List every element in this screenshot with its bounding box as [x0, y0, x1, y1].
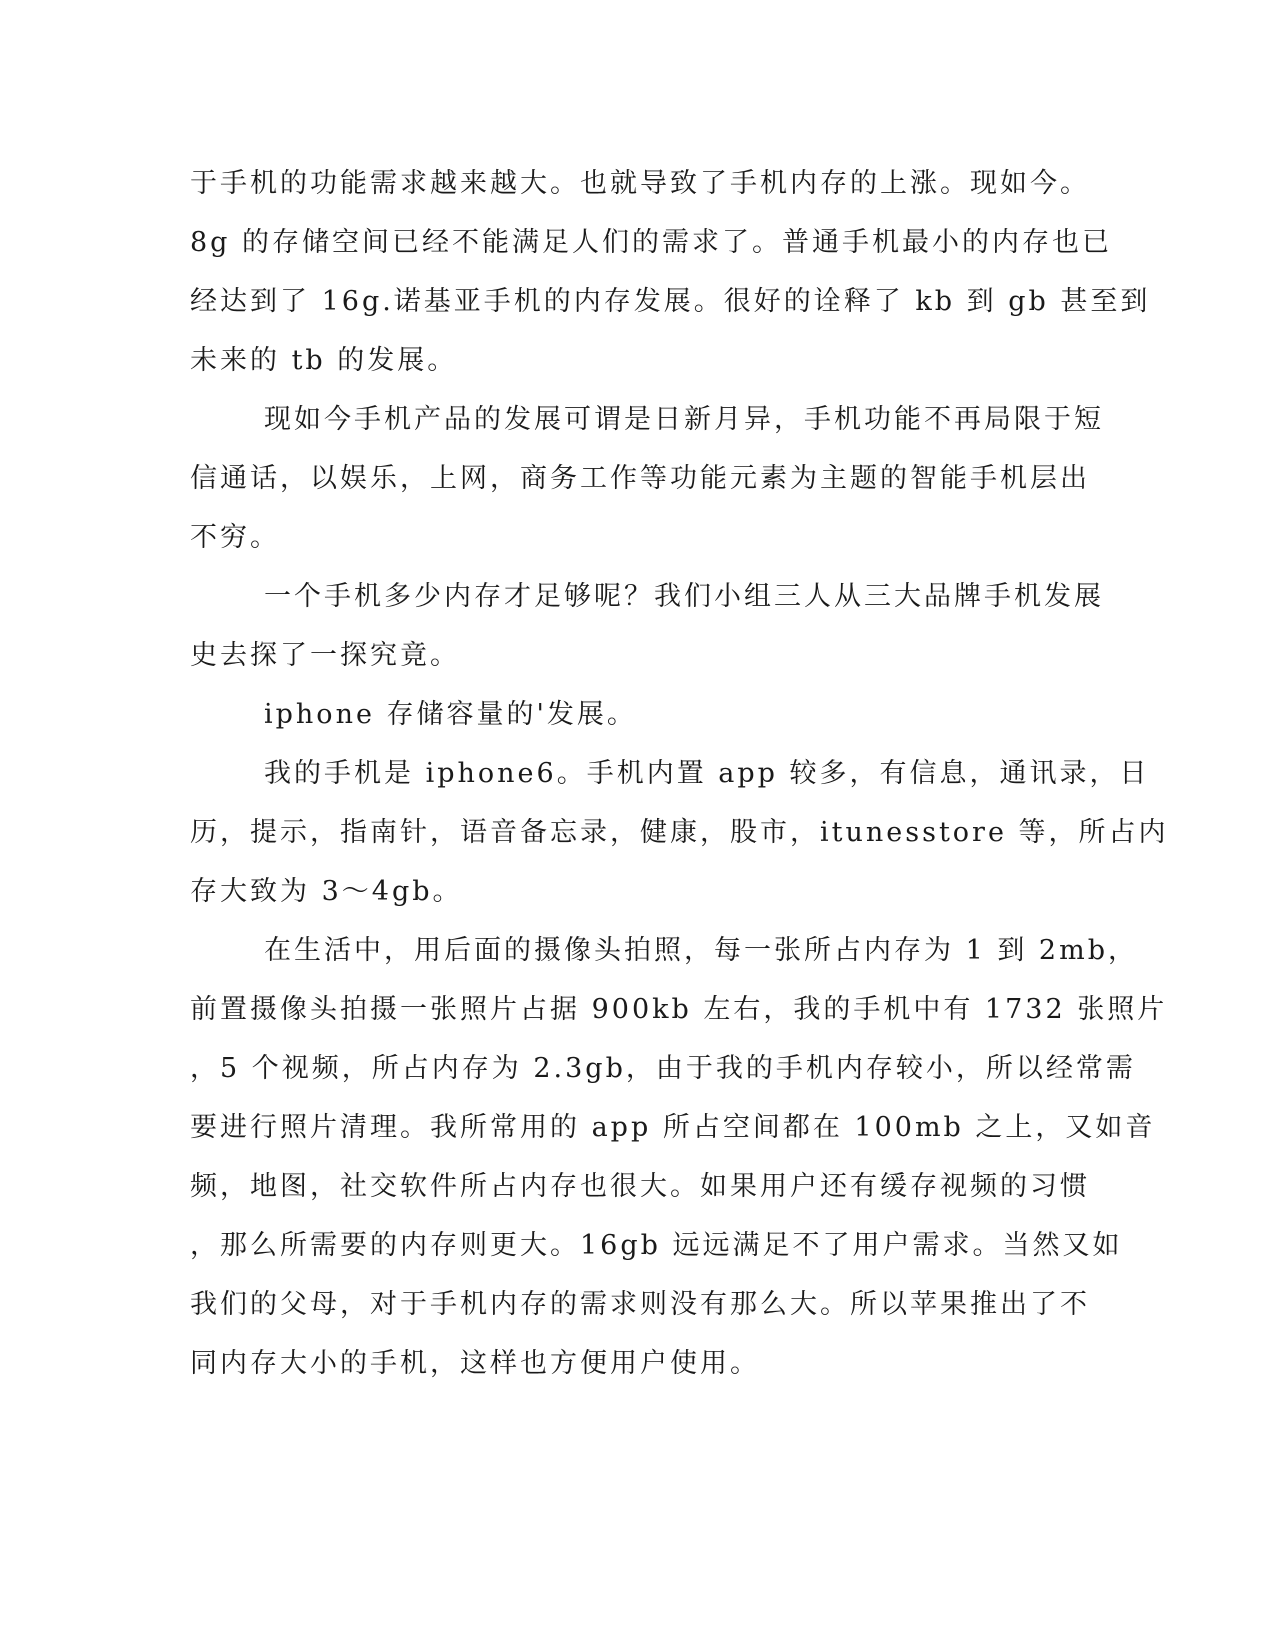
- text-line: 频，地图，社交软件所占内存也很大。如果用户还有缓存视频的习惯: [190, 1171, 1090, 1202]
- text-line: 存大致为 3～4gb。: [190, 876, 463, 907]
- text-line: 一个手机多少内存才足够呢？我们小组三人从三大品牌手机发展: [264, 581, 1104, 612]
- text-line: 经达到了 16g.诺基亚手机的内存发展。很好的诠释了 kb 到 gb 甚至到: [190, 286, 1151, 317]
- text-line: 信通话，以娱乐，上网，商务工作等功能元素为主题的智能手机层出: [190, 463, 1090, 494]
- text-line: 于手机的功能需求越来越大。也就导致了手机内存的上涨。现如今。: [190, 168, 1090, 199]
- text-line: 我的手机是 iphone6。手机内置 app 较多，有信息，通讯录，日: [264, 758, 1150, 789]
- text-line: ，5 个视频，所占内存为 2.3gb，由于我的手机内存较小，所以经常需: [190, 1053, 1136, 1084]
- text-line: 要进行照片清理。我所常用的 app 所占空间都在 100mb 之上，又如音: [190, 1112, 1156, 1143]
- text-line: 史去探了一探究竟。: [190, 640, 460, 671]
- text-line: 8g 的存储空间已经不能满足人们的需求了。普通手机最小的内存也已: [190, 227, 1113, 258]
- text-line: 前置摄像头拍摄一张照片占据 900kb 左右，我的手机中有 1732 张照片: [190, 994, 1168, 1025]
- text-line: 我们的父母，对于手机内存的需求则没有那么大。所以苹果推出了不: [190, 1289, 1090, 1320]
- text-line: iphone 存储容量的'发展。: [264, 699, 637, 730]
- text-line: 历，提示，指南针，语音备忘录，健康，股市，itunesstore 等，所占内: [190, 817, 1169, 848]
- text-line: ，那么所需要的内存则更大。16gb 远远满足不了用户需求。当然又如: [190, 1230, 1123, 1261]
- text-line: 同内存大小的手机，这样也方便用户使用。: [190, 1348, 760, 1379]
- text-line: 未来的 tb 的发展。: [190, 345, 458, 376]
- text-line: 不穷。: [190, 522, 280, 553]
- text-line: 现如今手机产品的发展可谓是日新月异，手机功能不再局限于短: [264, 404, 1104, 435]
- text-line: 在生活中，用后面的摄像头拍照，每一张所占内存为 1 到 2mb，: [264, 935, 1138, 966]
